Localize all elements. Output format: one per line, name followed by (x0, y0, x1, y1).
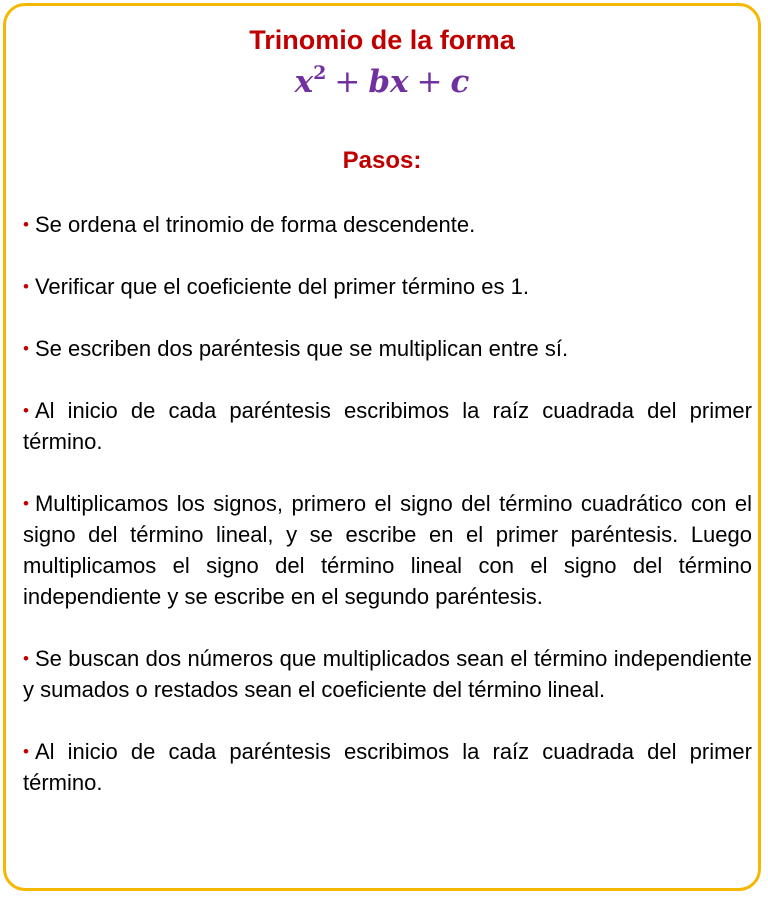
step-text: Se buscan dos números que multiplicados sean el término independiente y sumados o restados sean el coeficiente del término lineal. (23, 646, 752, 702)
bullet-icon: • (23, 649, 29, 668)
step-item (23, 395, 752, 457)
page-title: Trinomio de la forma (249, 25, 515, 55)
step-item (23, 209, 752, 240)
formula-plus-1: + (334, 64, 361, 100)
step-item (23, 736, 752, 798)
step-text: Se ordena el trinomio de forma descendente. (34, 212, 476, 237)
bullet-icon: • (23, 494, 29, 513)
formula-x: x (294, 64, 314, 100)
step-text: Multiplicamos los signos, primero el signo del término cuadrático con el signo del término lineal, y se escribe en el primer paréntesis. Luego multiplicamos el signo del término lineal con el signo del término independiente y se escribe en el segundo paréntesis. (23, 491, 752, 609)
trinomial-formula (6, 60, 758, 104)
formula-bx: bx (368, 64, 409, 100)
step-item (23, 333, 752, 364)
step-item (23, 488, 752, 612)
bullet-icon: • (23, 277, 29, 296)
step-item (23, 271, 752, 302)
step-text: Al inicio de cada paréntesis escribimos la raíz cuadrada del primer término. (23, 398, 752, 454)
bullet-icon: • (23, 742, 29, 761)
bullet-icon: • (23, 401, 29, 420)
formula-exponent: 2 (313, 62, 327, 84)
formula-plus-2: + (416, 64, 443, 100)
step-text: Al inicio de cada paréntesis escribimos la raíz cuadrada del primer término. (23, 739, 752, 795)
bullet-icon: • (23, 339, 29, 358)
step-item (23, 643, 752, 705)
steps-heading: Pasos: (342, 147, 422, 174)
steps-card (3, 3, 761, 891)
bullet-icon: • (23, 215, 29, 234)
formula-c: c (450, 64, 470, 100)
step-text: Verificar que el coeficiente del primer término es 1. (34, 274, 529, 299)
step-text: Se escriben dos paréntesis que se multiplican entre sí. (34, 336, 569, 361)
steps-list (23, 209, 752, 829)
